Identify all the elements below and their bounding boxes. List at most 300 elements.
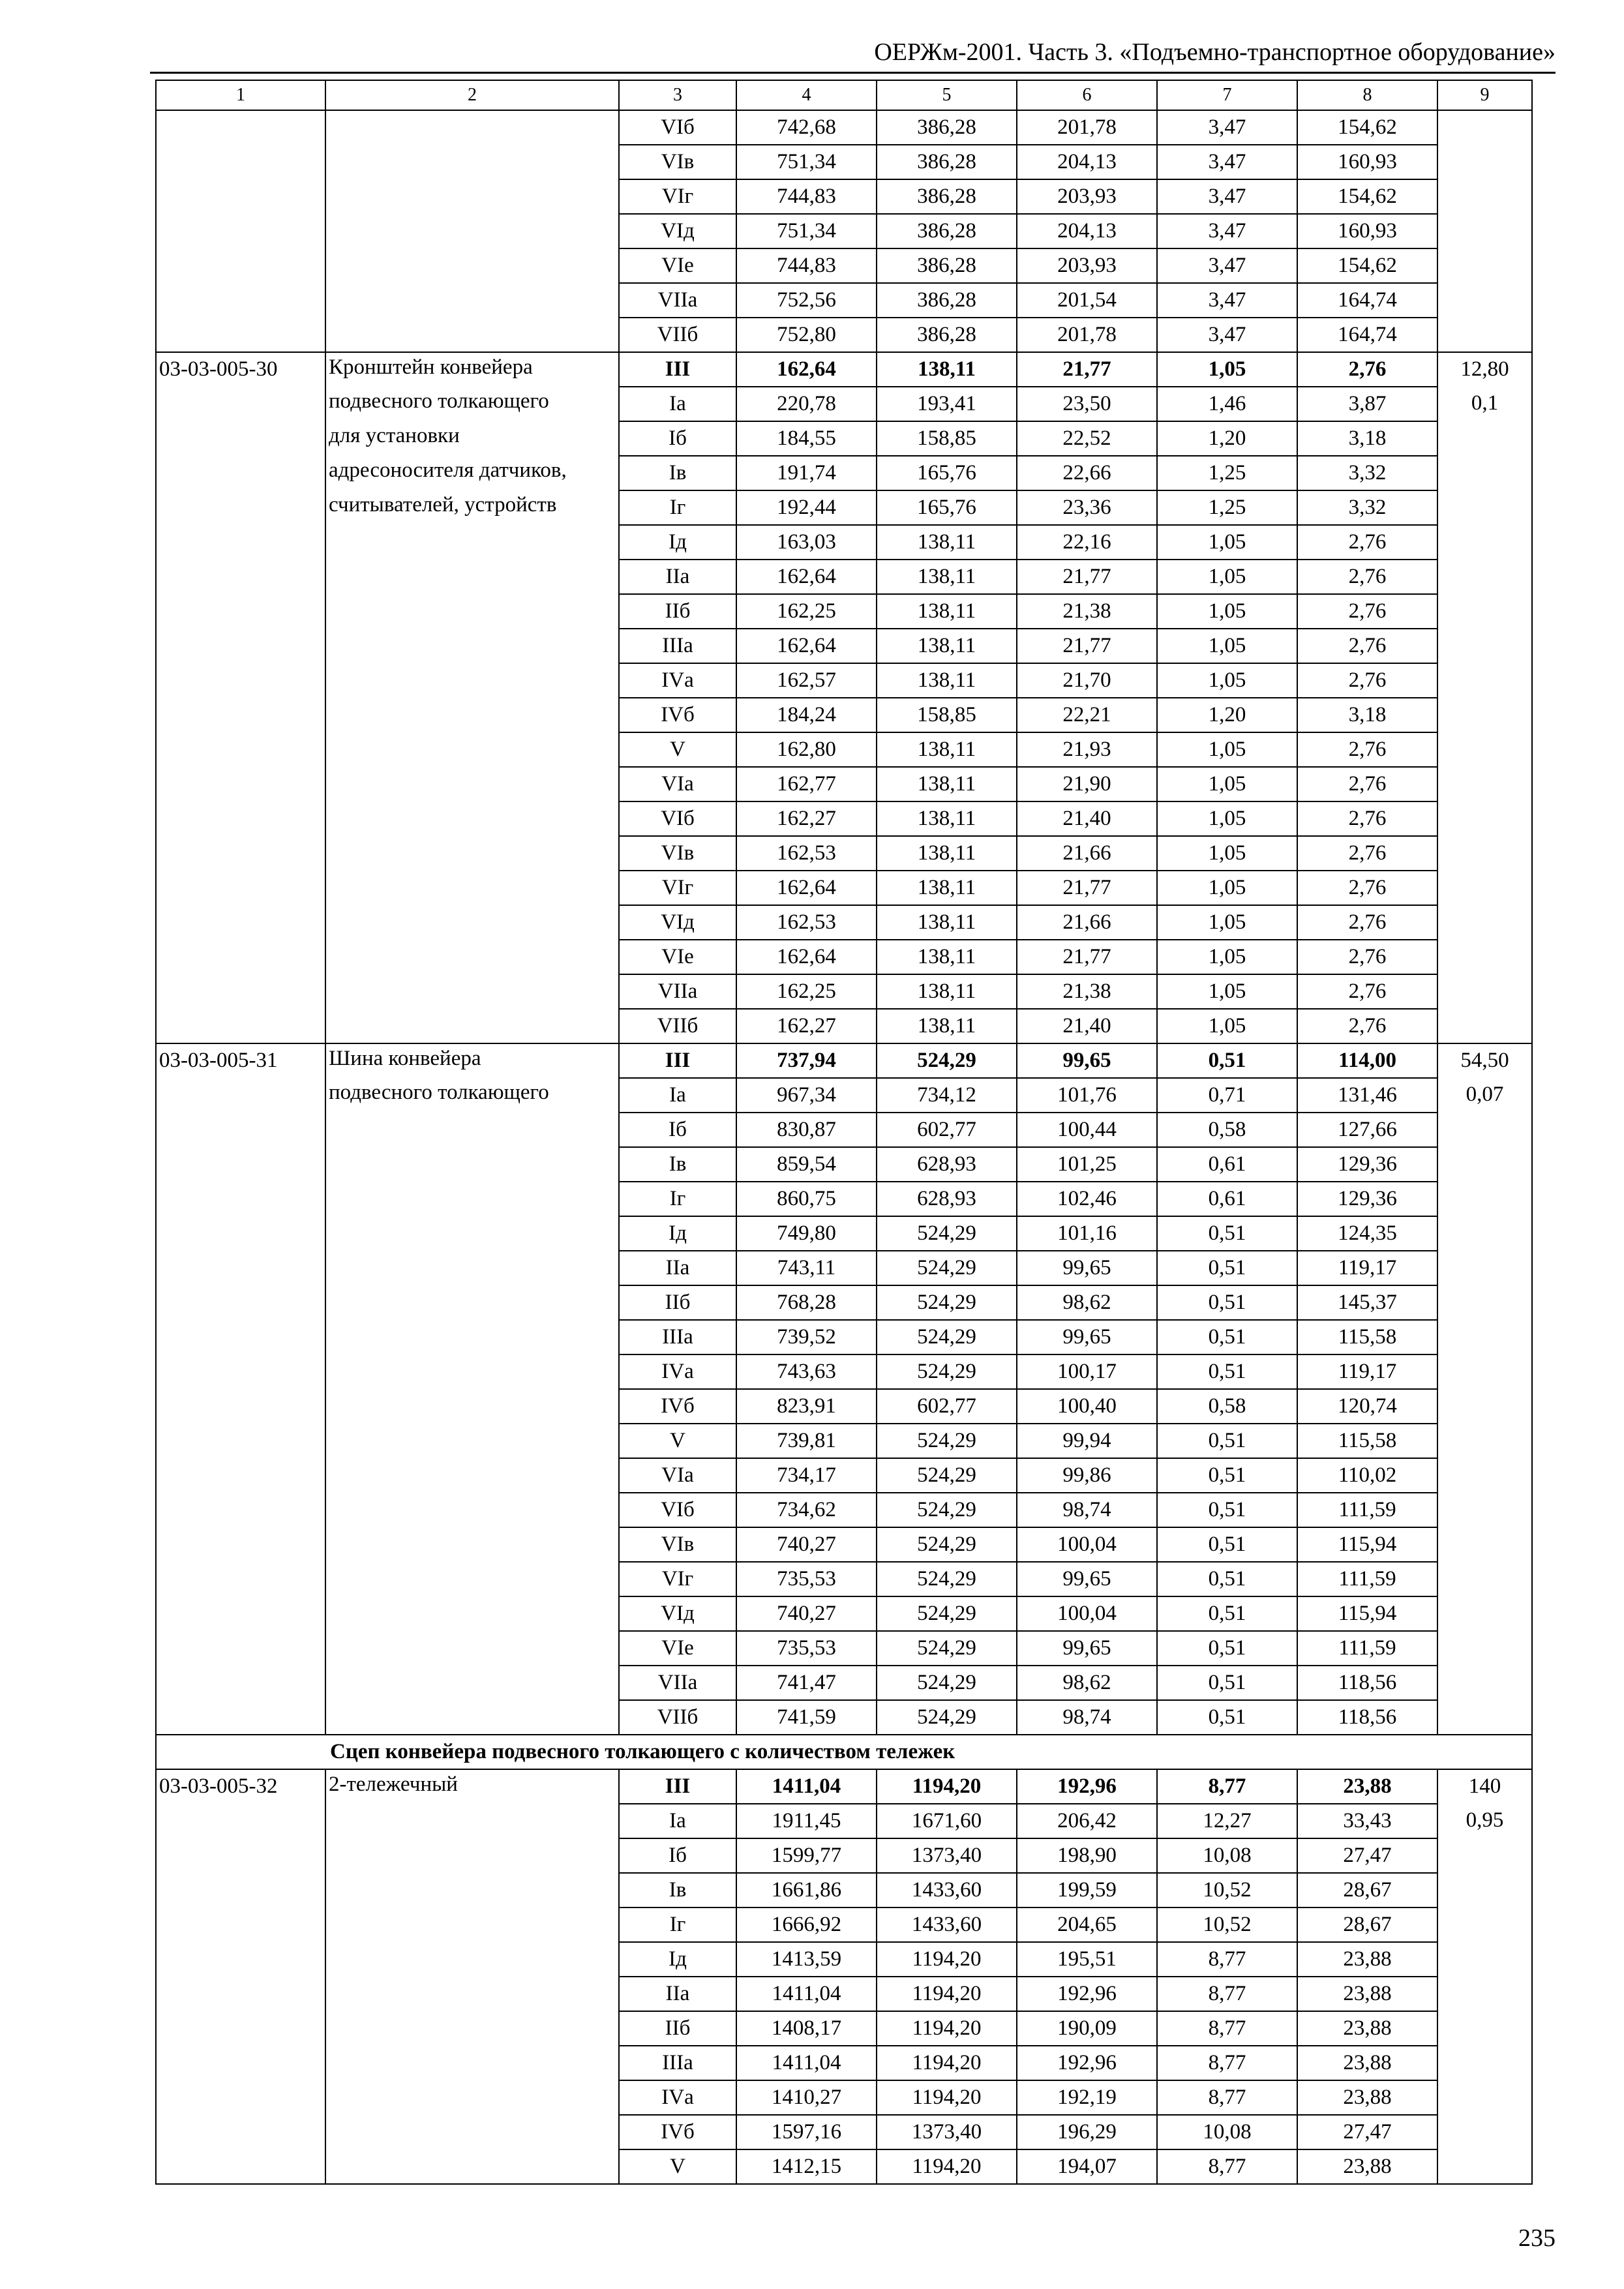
value-cell-5: 386,28 — [877, 110, 1017, 145]
value-cell-6: 100,40 — [1017, 1389, 1157, 1424]
rate-code — [156, 1458, 325, 1493]
table-row — [156, 974, 1532, 1009]
page-number: 235 — [1518, 2224, 1556, 2252]
rate-code — [156, 1009, 325, 1043]
value-cell-5: 138,11 — [877, 732, 1017, 767]
value-cell-4: 162,27 — [736, 1009, 877, 1043]
table-row — [156, 1147, 1532, 1182]
col9-value — [1437, 1147, 1532, 1182]
value-cell-6: 99,65 — [1017, 1251, 1157, 1285]
value-cell-6: 100,17 — [1017, 1354, 1157, 1389]
value-cell-8: 129,36 — [1297, 1182, 1437, 1216]
col9-value — [1437, 490, 1532, 525]
rate-description — [325, 318, 619, 352]
col9-value — [1437, 2011, 1532, 2046]
zone-cell: IVа — [619, 663, 736, 698]
value-cell-7: 1,20 — [1157, 421, 1297, 456]
col9-value — [1437, 1562, 1532, 1596]
column-header-2: 2 — [325, 80, 619, 110]
value-cell-8: 154,62 — [1297, 248, 1437, 283]
col9-value — [1437, 663, 1532, 698]
value-cell-5: 138,11 — [877, 352, 1017, 387]
value-cell-5: 138,11 — [877, 974, 1017, 1009]
value-cell-8: 2,76 — [1297, 352, 1437, 387]
value-cell-5: 1194,20 — [877, 2011, 1017, 2046]
rate-code — [156, 110, 325, 145]
value-cell-5: 1373,40 — [877, 1838, 1017, 1873]
rate-description — [325, 2115, 619, 2149]
rate-description: адресоносителя датчиков, — [325, 456, 619, 490]
value-cell-8: 131,46 — [1297, 1078, 1437, 1113]
rate-code — [156, 629, 325, 663]
value-cell-4: 752,56 — [736, 283, 877, 318]
col9-value — [1437, 1285, 1532, 1320]
rate-code — [156, 456, 325, 490]
value-cell-5: 138,11 — [877, 836, 1017, 871]
table-row — [156, 1804, 1532, 1838]
value-cell-5: 524,29 — [877, 1596, 1017, 1631]
value-cell-7: 0,51 — [1157, 1320, 1297, 1354]
value-cell-8: 160,93 — [1297, 214, 1437, 248]
zone-cell: VIе — [619, 248, 736, 283]
table-row — [156, 2115, 1532, 2149]
value-cell-4: 192,44 — [736, 490, 877, 525]
table-row — [156, 767, 1532, 801]
value-cell-4: 162,27 — [736, 801, 877, 836]
value-cell-6: 101,16 — [1017, 1216, 1157, 1251]
value-cell-8: 23,88 — [1297, 1769, 1437, 1804]
value-cell-5: 524,29 — [877, 1631, 1017, 1666]
value-cell-4: 823,91 — [736, 1389, 877, 1424]
value-cell-8: 2,76 — [1297, 560, 1437, 594]
value-cell-7: 1,05 — [1157, 940, 1297, 974]
col9-value — [1437, 1666, 1532, 1700]
rate-description — [325, 1251, 619, 1285]
rate-code — [156, 1562, 325, 1596]
rate-description — [325, 1113, 619, 1147]
value-cell-7: 0,51 — [1157, 1251, 1297, 1285]
value-cell-5: 1194,20 — [877, 2046, 1017, 2080]
value-cell-6: 99,94 — [1017, 1424, 1157, 1458]
value-cell-6: 99,65 — [1017, 1562, 1157, 1596]
value-cell-5: 1194,20 — [877, 1977, 1017, 2011]
value-cell-6: 192,96 — [1017, 2046, 1157, 2080]
rate-code — [156, 560, 325, 594]
table-row — [156, 1838, 1532, 1873]
value-cell-5: 1433,60 — [877, 1873, 1017, 1908]
table-row — [156, 1043, 1532, 1078]
value-cell-5: 386,28 — [877, 214, 1017, 248]
zone-cell: VIг — [619, 871, 736, 905]
table-row — [156, 145, 1532, 179]
rate-description — [325, 767, 619, 801]
zone-cell: IIIа — [619, 2046, 736, 2080]
value-cell-6: 21,77 — [1017, 560, 1157, 594]
value-cell-8: 115,58 — [1297, 1320, 1437, 1354]
header-rule — [150, 72, 1556, 74]
value-cell-6: 203,93 — [1017, 179, 1157, 214]
value-cell-7: 8,77 — [1157, 1769, 1297, 1804]
value-cell-8: 160,93 — [1297, 145, 1437, 179]
zone-cell: Iб — [619, 1113, 736, 1147]
col9-value: 54,50 — [1437, 1043, 1532, 1078]
col9-value — [1437, 2080, 1532, 2115]
rate-code — [156, 1493, 325, 1527]
page-header-title: ОЕРЖм-2001. Часть 3. «Подъемно-транспортное оборудование» — [874, 38, 1556, 66]
zone-cell: Iб — [619, 1838, 736, 1873]
value-cell-5: 524,29 — [877, 1562, 1017, 1596]
value-cell-6: 22,16 — [1017, 525, 1157, 560]
value-cell-5: 138,11 — [877, 663, 1017, 698]
value-cell-7: 3,47 — [1157, 145, 1297, 179]
value-cell-8: 23,88 — [1297, 2011, 1437, 2046]
value-cell-4: 162,57 — [736, 663, 877, 698]
value-cell-4: 739,81 — [736, 1424, 877, 1458]
rate-code — [156, 1389, 325, 1424]
value-cell-7: 1,05 — [1157, 767, 1297, 801]
rate-description — [325, 214, 619, 248]
col9-value — [1437, 1424, 1532, 1458]
value-cell-8: 2,76 — [1297, 732, 1437, 767]
value-cell-4: 1597,16 — [736, 2115, 877, 2149]
col9-value — [1437, 1942, 1532, 1977]
value-cell-6: 100,44 — [1017, 1113, 1157, 1147]
col9-value — [1437, 1596, 1532, 1631]
value-cell-8: 23,88 — [1297, 2080, 1437, 2115]
value-cell-4: 740,27 — [736, 1596, 877, 1631]
zone-cell: VIIа — [619, 1666, 736, 1700]
rate-description — [325, 1458, 619, 1493]
rate-code — [156, 1700, 325, 1735]
value-cell-4: 735,53 — [736, 1562, 877, 1596]
zone-cell: VIIб — [619, 318, 736, 352]
table-row — [156, 179, 1532, 214]
value-cell-8: 154,62 — [1297, 110, 1437, 145]
zone-cell: IIа — [619, 1251, 736, 1285]
rate-code — [156, 248, 325, 283]
table-row — [156, 1354, 1532, 1389]
value-cell-8: 2,76 — [1297, 663, 1437, 698]
value-cell-6: 192,19 — [1017, 2080, 1157, 2115]
value-cell-6: 99,65 — [1017, 1043, 1157, 1078]
value-cell-7: 1,05 — [1157, 871, 1297, 905]
value-cell-5: 524,29 — [877, 1043, 1017, 1078]
value-cell-7: 0,51 — [1157, 1216, 1297, 1251]
value-cell-6: 99,65 — [1017, 1320, 1157, 1354]
rate-code — [156, 1666, 325, 1700]
value-cell-5: 165,76 — [877, 490, 1017, 525]
value-cell-7: 0,51 — [1157, 1354, 1297, 1389]
table-row — [156, 1908, 1532, 1942]
rate-code — [156, 801, 325, 836]
rate-description: 2-тележечный — [325, 1769, 619, 1804]
value-cell-8: 23,88 — [1297, 2046, 1437, 2080]
zone-cell: VIе — [619, 1631, 736, 1666]
col9-value — [1437, 1113, 1532, 1147]
value-cell-5: 602,77 — [877, 1113, 1017, 1147]
rate-description — [325, 1182, 619, 1216]
col9-value — [1437, 698, 1532, 732]
value-cell-4: 162,53 — [736, 905, 877, 940]
rate-code — [156, 145, 325, 179]
value-cell-6: 198,90 — [1017, 1838, 1157, 1873]
value-cell-4: 739,52 — [736, 1320, 877, 1354]
value-cell-5: 524,29 — [877, 1700, 1017, 1735]
value-cell-4: 734,17 — [736, 1458, 877, 1493]
zone-cell: III — [619, 1769, 736, 1804]
rate-description — [325, 1493, 619, 1527]
col9-value — [1437, 1527, 1532, 1562]
rate-code — [156, 1320, 325, 1354]
value-cell-7: 0,51 — [1157, 1631, 1297, 1666]
col9-value — [1437, 421, 1532, 456]
value-cell-5: 524,29 — [877, 1320, 1017, 1354]
column-header-1: 1 — [156, 80, 325, 110]
value-cell-6: 102,46 — [1017, 1182, 1157, 1216]
zone-cell: VIе — [619, 940, 736, 974]
zone-cell: Iа — [619, 1804, 736, 1838]
value-cell-8: 154,62 — [1297, 179, 1437, 214]
rate-code — [156, 905, 325, 940]
rate-code — [156, 1804, 325, 1838]
value-cell-6: 21,77 — [1017, 940, 1157, 974]
value-cell-5: 138,11 — [877, 801, 1017, 836]
col9-value — [1437, 525, 1532, 560]
value-cell-6: 98,74 — [1017, 1493, 1157, 1527]
value-cell-6: 195,51 — [1017, 1942, 1157, 1977]
zone-cell: IVа — [619, 2080, 736, 2115]
zone-cell: VIд — [619, 1596, 736, 1631]
value-cell-7: 1,20 — [1157, 698, 1297, 732]
zone-cell: VIIа — [619, 283, 736, 318]
col9-value: 0,07 — [1437, 1078, 1532, 1113]
value-cell-5: 524,29 — [877, 1424, 1017, 1458]
rate-description: подвесного толкающего — [325, 1078, 619, 1113]
table-row — [156, 1113, 1532, 1147]
zone-cell: Iб — [619, 421, 736, 456]
zone-cell: III — [619, 352, 736, 387]
value-cell-5: 524,29 — [877, 1285, 1017, 1320]
table-row — [156, 110, 1532, 145]
value-cell-4: 768,28 — [736, 1285, 877, 1320]
rate-code — [156, 1182, 325, 1216]
table-row — [156, 663, 1532, 698]
value-cell-4: 751,34 — [736, 145, 877, 179]
zone-cell: IVа — [619, 1354, 736, 1389]
table-row — [156, 1493, 1532, 1527]
value-cell-4: 162,64 — [736, 629, 877, 663]
table-row — [156, 387, 1532, 421]
value-cell-4: 749,80 — [736, 1216, 877, 1251]
table-row — [156, 1078, 1532, 1113]
col9-value — [1437, 110, 1532, 145]
rate-code — [156, 490, 325, 525]
col9-value — [1437, 2115, 1532, 2149]
table-row — [156, 905, 1532, 940]
table-row — [156, 283, 1532, 318]
col9-value — [1437, 1354, 1532, 1389]
rate-description — [325, 940, 619, 974]
col9-value: 0,1 — [1437, 387, 1532, 421]
value-cell-8: 2,76 — [1297, 525, 1437, 560]
value-cell-8: 110,02 — [1297, 1458, 1437, 1493]
table-row — [156, 248, 1532, 283]
value-cell-8: 23,88 — [1297, 2149, 1437, 2184]
col9-value — [1437, 1320, 1532, 1354]
value-cell-4: 184,55 — [736, 421, 877, 456]
value-cell-7: 0,51 — [1157, 1527, 1297, 1562]
table-row — [156, 2149, 1532, 2184]
value-cell-6: 204,13 — [1017, 214, 1157, 248]
value-cell-6: 21,40 — [1017, 1009, 1157, 1043]
value-cell-7: 8,77 — [1157, 2149, 1297, 2184]
value-cell-5: 524,29 — [877, 1458, 1017, 1493]
value-cell-4: 830,87 — [736, 1113, 877, 1147]
col9-value — [1437, 1458, 1532, 1493]
value-cell-6: 21,40 — [1017, 801, 1157, 836]
value-cell-6: 190,09 — [1017, 2011, 1157, 2046]
value-cell-6: 192,96 — [1017, 1977, 1157, 2011]
value-cell-8: 111,59 — [1297, 1493, 1437, 1527]
value-cell-6: 101,76 — [1017, 1078, 1157, 1113]
value-cell-7: 0,58 — [1157, 1113, 1297, 1147]
value-cell-8: 129,36 — [1297, 1147, 1437, 1182]
value-cell-4: 967,34 — [736, 1078, 877, 1113]
rate-description — [325, 836, 619, 871]
col9-value — [1437, 940, 1532, 974]
rate-description — [325, 1873, 619, 1908]
col9-value — [1437, 179, 1532, 214]
column-header-3: 3 — [619, 80, 736, 110]
zone-cell: VIа — [619, 767, 736, 801]
rate-code — [156, 974, 325, 1009]
value-cell-8: 2,76 — [1297, 801, 1437, 836]
value-cell-7: 1,05 — [1157, 525, 1297, 560]
value-cell-5: 628,93 — [877, 1182, 1017, 1216]
zone-cell: VIв — [619, 145, 736, 179]
table-row — [156, 318, 1532, 352]
rate-code — [156, 1908, 325, 1942]
table-row — [156, 456, 1532, 490]
value-cell-8: 3,32 — [1297, 456, 1437, 490]
rate-description — [325, 1424, 619, 1458]
value-cell-6: 196,29 — [1017, 2115, 1157, 2149]
value-cell-7: 1,05 — [1157, 836, 1297, 871]
value-cell-4: 162,77 — [736, 767, 877, 801]
value-cell-5: 734,12 — [877, 1078, 1017, 1113]
value-cell-7: 0,51 — [1157, 1666, 1297, 1700]
value-cell-8: 127,66 — [1297, 1113, 1437, 1147]
value-cell-6: 23,50 — [1017, 387, 1157, 421]
table-row — [156, 1424, 1532, 1458]
value-cell-5: 165,76 — [877, 456, 1017, 490]
rate-code — [156, 767, 325, 801]
value-cell-8: 145,37 — [1297, 1285, 1437, 1320]
value-cell-5: 524,29 — [877, 1251, 1017, 1285]
value-cell-7: 0,51 — [1157, 1562, 1297, 1596]
value-cell-6: 21,66 — [1017, 905, 1157, 940]
zone-cell: Iв — [619, 456, 736, 490]
table-row — [156, 1769, 1532, 1804]
value-cell-4: 742,68 — [736, 110, 877, 145]
value-cell-4: 1413,59 — [736, 1942, 877, 1977]
value-cell-6: 21,77 — [1017, 871, 1157, 905]
rate-code — [156, 871, 325, 905]
value-cell-8: 115,94 — [1297, 1527, 1437, 1562]
value-cell-8: 23,88 — [1297, 1977, 1437, 2011]
value-cell-6: 100,04 — [1017, 1596, 1157, 1631]
value-cell-4: 1599,77 — [736, 1838, 877, 1873]
table-row — [156, 732, 1532, 767]
rate-description — [325, 1147, 619, 1182]
value-cell-5: 138,11 — [877, 1009, 1017, 1043]
col9-value — [1437, 248, 1532, 283]
value-cell-5: 1194,20 — [877, 2080, 1017, 2115]
value-cell-8: 111,59 — [1297, 1562, 1437, 1596]
zone-cell: V — [619, 732, 736, 767]
zone-cell: IIб — [619, 594, 736, 629]
value-cell-7: 8,77 — [1157, 2046, 1297, 2080]
table-row — [156, 1700, 1532, 1735]
zone-cell: Iв — [619, 1147, 736, 1182]
zone-cell: Iг — [619, 1182, 736, 1216]
value-cell-6: 23,36 — [1017, 490, 1157, 525]
table-row — [156, 560, 1532, 594]
rate-description — [325, 1942, 619, 1977]
value-cell-4: 741,59 — [736, 1700, 877, 1735]
value-cell-4: 191,74 — [736, 456, 877, 490]
table-row — [156, 698, 1532, 732]
table-row — [156, 352, 1532, 387]
value-cell-4: 1411,04 — [736, 2046, 877, 2080]
value-cell-4: 1412,15 — [736, 2149, 877, 2184]
zone-cell: IIа — [619, 560, 736, 594]
rate-code — [156, 2080, 325, 2115]
col9-value — [1437, 1631, 1532, 1666]
value-cell-5: 138,11 — [877, 940, 1017, 974]
value-cell-5: 386,28 — [877, 145, 1017, 179]
table-row — [156, 1458, 1532, 1493]
value-cell-7: 1,05 — [1157, 732, 1297, 767]
value-cell-7: 1,05 — [1157, 663, 1297, 698]
rate-code — [156, 179, 325, 214]
value-cell-7: 1,05 — [1157, 974, 1297, 1009]
value-cell-4: 859,54 — [736, 1147, 877, 1182]
zone-cell: Iа — [619, 1078, 736, 1113]
value-cell-6: 98,62 — [1017, 1285, 1157, 1320]
zone-cell: VIа — [619, 1458, 736, 1493]
zone-cell: VIб — [619, 1493, 736, 1527]
rate-code — [156, 1631, 325, 1666]
col9-value — [1437, 2149, 1532, 2184]
zone-cell: Iд — [619, 525, 736, 560]
value-cell-5: 386,28 — [877, 248, 1017, 283]
value-cell-5: 524,29 — [877, 1216, 1017, 1251]
value-cell-8: 2,76 — [1297, 629, 1437, 663]
rate-code — [156, 387, 325, 421]
value-cell-8: 27,47 — [1297, 2115, 1437, 2149]
rate-description — [325, 110, 619, 145]
zone-cell: VIд — [619, 905, 736, 940]
value-cell-5: 138,11 — [877, 594, 1017, 629]
value-cell-7: 12,27 — [1157, 1804, 1297, 1838]
table-row — [156, 2080, 1532, 2115]
rate-description — [325, 663, 619, 698]
col9-value — [1437, 214, 1532, 248]
value-cell-4: 162,64 — [736, 871, 877, 905]
col9-value — [1437, 283, 1532, 318]
value-cell-8: 3,18 — [1297, 698, 1437, 732]
